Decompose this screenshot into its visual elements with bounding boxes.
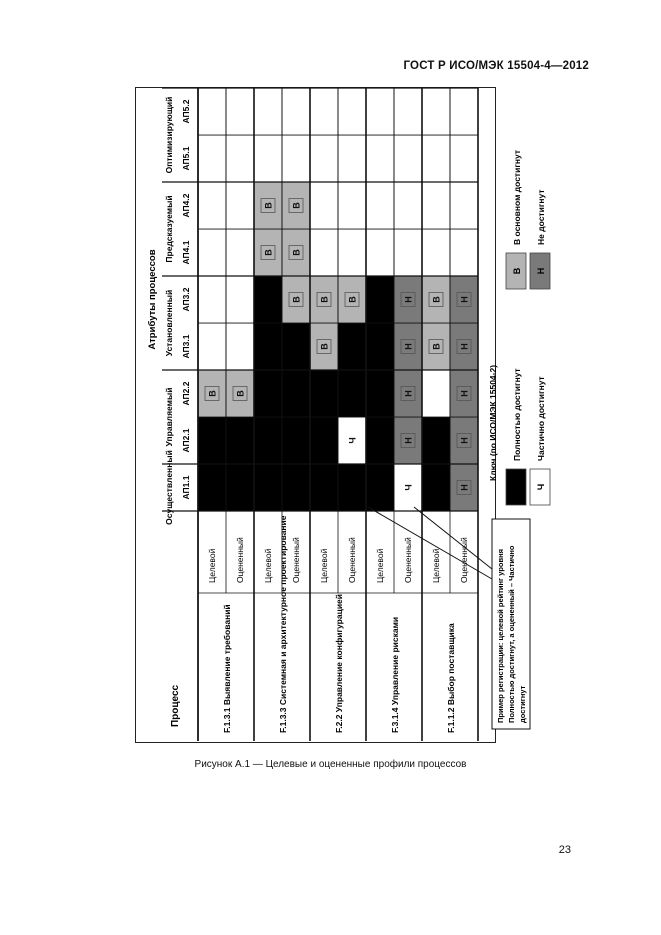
rating-cell — [450, 135, 478, 182]
row-label: Оцененный — [291, 537, 301, 583]
example-note-line2: Полностью достигнут, а оцененный – Частично — [507, 545, 516, 723]
rating-cell — [366, 182, 394, 229]
rating-cell — [366, 417, 394, 464]
rating-cell — [198, 88, 226, 135]
rating-cell — [226, 276, 254, 323]
legend-symbol: Ч — [536, 483, 546, 491]
rating-cell — [226, 135, 254, 182]
document-header: ГОСТ Р ИСО/МЭК 15504-4—2012 — [403, 60, 589, 72]
rating-symbol: Н — [403, 390, 414, 397]
rating-cell — [338, 182, 366, 229]
rating-symbol: В — [235, 390, 246, 397]
rating-cell — [198, 276, 226, 323]
page-number: 23 — [558, 844, 571, 856]
rating-symbol: В — [263, 202, 274, 209]
rating-cell — [226, 323, 254, 370]
level-name-3: Предсказуемый — [164, 195, 174, 263]
rating-cell — [198, 182, 226, 229]
rating-cell — [226, 417, 254, 464]
profile-table — [136, 88, 546, 741]
rating-symbol: В — [431, 343, 442, 350]
row-label: Целевой — [431, 548, 441, 583]
rating-cell — [198, 135, 226, 182]
rating-cell — [338, 323, 366, 370]
attribute-label: АП2.2 — [181, 381, 191, 406]
rating-cell — [310, 88, 338, 135]
level-name-1: Управляемый — [164, 387, 174, 447]
rating-cell — [394, 135, 422, 182]
attribute-label: АП5.2 — [181, 99, 191, 124]
rating-symbol: В — [207, 390, 218, 397]
rating-symbol: В — [291, 296, 302, 303]
figure-caption: Рисунок А.1 — Целевые и оцененные профили процессов — [194, 759, 467, 770]
row-label: Оцененный — [347, 537, 357, 583]
rating-cell — [310, 135, 338, 182]
rating-symbol: Н — [459, 484, 470, 491]
rating-symbol: Н — [459, 437, 470, 444]
rating-symbol: Н — [403, 296, 414, 303]
level-name-4: Оптимизирующий — [164, 96, 174, 174]
rating-cell — [198, 323, 226, 370]
rating-cell — [422, 229, 450, 276]
rating-cell — [422, 182, 450, 229]
row-label: Целевой — [375, 548, 385, 583]
rating-symbol: В — [431, 296, 442, 303]
rating-cell — [198, 417, 226, 464]
rating-cell — [366, 229, 394, 276]
legend-label-F: Полностью достигнут — [512, 368, 522, 461]
rating-cell — [254, 417, 282, 464]
rating-cell — [254, 370, 282, 417]
row-label: Целевой — [263, 548, 273, 583]
rating-cell — [310, 370, 338, 417]
rating-cell — [254, 464, 282, 511]
rating-cell — [282, 417, 310, 464]
row-label: Целевой — [207, 548, 217, 583]
rating-cell — [394, 88, 422, 135]
attributes-header: Атрибуты процессов — [147, 249, 158, 350]
rating-cell — [254, 323, 282, 370]
rating-symbol: В — [263, 249, 274, 256]
rating-cell — [310, 417, 338, 464]
legend-symbol: В — [512, 267, 522, 275]
legend-symbol: Н — [536, 267, 546, 275]
example-note-line3: достигнут — [518, 685, 527, 723]
attribute-label: АП2.1 — [181, 428, 191, 453]
rating-symbol: В — [319, 343, 330, 350]
attribute-label: АП1.1 — [181, 475, 191, 500]
rating-cell — [394, 229, 422, 276]
rating-symbol: В — [291, 249, 302, 256]
attribute-label: АП4.2 — [181, 193, 191, 218]
rating-cell — [366, 88, 394, 135]
row-label: Оцененный — [235, 537, 245, 583]
rating-cell — [282, 464, 310, 511]
rating-cell — [422, 417, 450, 464]
legend-label-L: В основном достигнут — [512, 150, 522, 245]
rating-cell — [282, 323, 310, 370]
level-name-2: Установленный — [164, 289, 174, 357]
process-name-2: F.2.2 Управление конфигурацией — [334, 594, 344, 733]
rating-symbol: Н — [403, 343, 414, 350]
rating-symbol: Н — [459, 343, 470, 350]
rating-cell — [366, 464, 394, 511]
process-name-1: F.1.3.3 Системная и архитектурное проектирование — [278, 515, 288, 733]
rating-cell — [310, 182, 338, 229]
rating-cell — [366, 370, 394, 417]
rating-cell — [450, 182, 478, 229]
rating-symbol: Н — [459, 296, 470, 303]
rating-cell — [282, 88, 310, 135]
rating-cell — [310, 229, 338, 276]
rating-cell — [366, 135, 394, 182]
rating-cell — [226, 229, 254, 276]
process-name-0: F.1.3.1 Выявление требований — [222, 604, 232, 733]
rating-cell — [226, 88, 254, 135]
rating-cell — [254, 135, 282, 182]
rating-cell — [366, 323, 394, 370]
row-label: Целевой — [319, 548, 329, 583]
legend-title: Ключ (по ИСО/МЭК 15504-2) — [488, 364, 498, 481]
rating-symbol: Ч — [347, 437, 358, 444]
rating-cell — [282, 135, 310, 182]
process-name-4: F.1.1.2 Выбор поставщика — [446, 623, 456, 733]
legend-label-N: Не достигнут — [536, 189, 546, 245]
rating-cell — [198, 464, 226, 511]
row-label: Оцененный — [403, 537, 413, 583]
rating-cell — [282, 370, 310, 417]
row-label: Оцененный — [459, 537, 469, 583]
rating-cell — [450, 88, 478, 135]
rating-cell — [226, 182, 254, 229]
rating-cell — [254, 276, 282, 323]
rating-cell — [338, 464, 366, 511]
process-name-3: F.3.1.4 Управление рисками — [390, 616, 400, 733]
rating-cell — [422, 464, 450, 511]
rating-cell — [422, 135, 450, 182]
attribute-label: АП3.1 — [181, 334, 191, 359]
level-name-0: Осуществленный — [164, 450, 174, 525]
rating-symbol: Н — [459, 390, 470, 397]
legend-label-P: Частично достигнут — [536, 376, 546, 461]
rating-symbol: Н — [403, 437, 414, 444]
rating-cell — [310, 464, 338, 511]
rating-cell — [450, 229, 478, 276]
leader-line — [414, 507, 492, 569]
rating-cell — [198, 229, 226, 276]
rating-cell — [422, 370, 450, 417]
rating-cell — [338, 229, 366, 276]
attribute-label: АП5.1 — [181, 146, 191, 171]
rating-cell — [338, 88, 366, 135]
legend-swatch-F — [506, 469, 526, 505]
example-note-line1: Пример регистрации: целевой рейтинг уровня — [496, 548, 505, 723]
rating-symbol: В — [291, 202, 302, 209]
rating-cell — [254, 88, 282, 135]
rating-cell — [422, 88, 450, 135]
leader-line — [368, 507, 492, 579]
figure-frame — [135, 87, 546, 743]
process-header: Процесс — [170, 684, 181, 727]
rating-symbol: Ч — [403, 484, 414, 491]
rating-cell — [338, 370, 366, 417]
attribute-label: АП3.2 — [181, 287, 191, 312]
rating-cell — [226, 464, 254, 511]
rating-cell — [338, 135, 366, 182]
rating-symbol: В — [319, 296, 330, 303]
rating-symbol: В — [347, 296, 358, 303]
rating-cell — [394, 182, 422, 229]
attribute-label: АП4.1 — [181, 240, 191, 265]
rating-cell — [366, 276, 394, 323]
